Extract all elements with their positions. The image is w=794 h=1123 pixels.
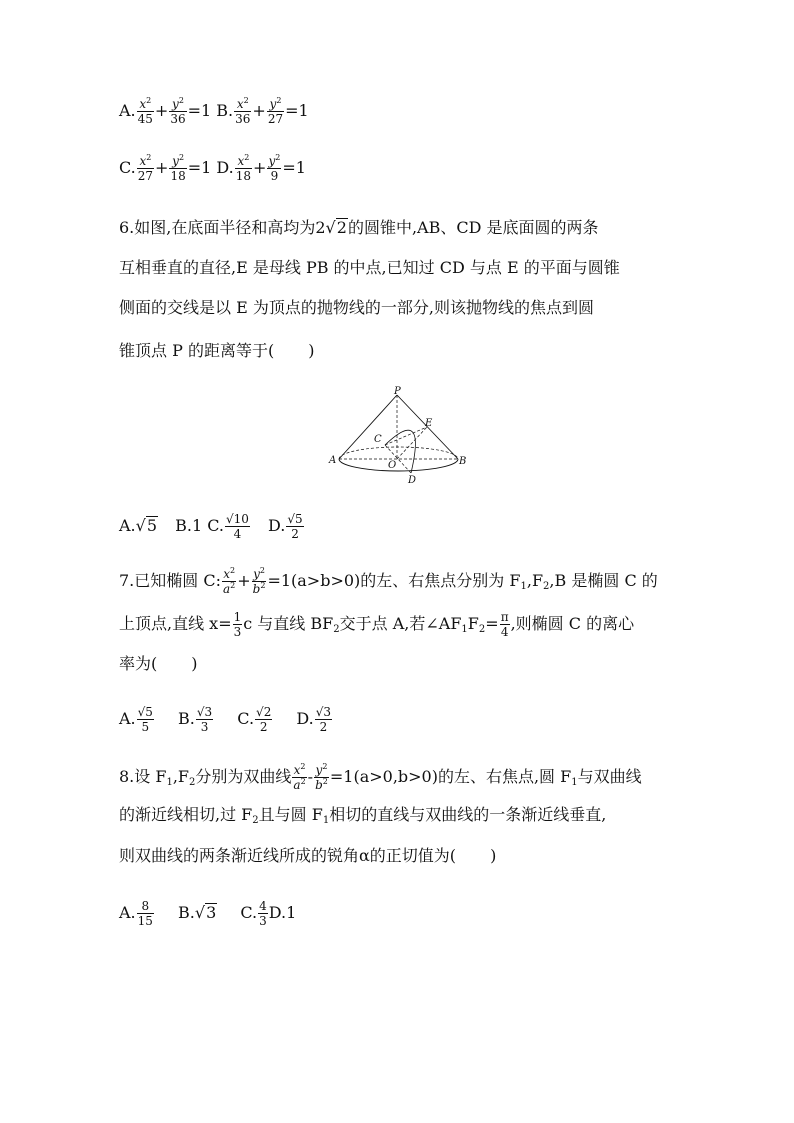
fraction: $\frac{√3}{3}$ — [196, 705, 213, 734]
fraction: $\frac{x^2}{a^2}$ — [223, 566, 236, 596]
fraction: $\frac{√5}{2}$ — [287, 512, 303, 541]
fraction: $\frac{x^2}{36}$ — [235, 96, 251, 126]
fraction: $\frac{y^2}{b^2}$ — [252, 566, 266, 596]
option-a-label: A. — [119, 101, 136, 120]
cone-figure — [327, 385, 469, 487]
radical: √3 — [194, 903, 217, 922]
q7-line-1: 7.已知椭圆 C: $\frac{x^2}{a^2}$ + $\frac{y^2}{b^2}$ =1(a>b>0)的左、右焦点分别为 $F_1,F_2,B$ 是椭圆 C 的 — [119, 566, 658, 596]
q7-line-3: 率为( ) — [119, 654, 198, 673]
fraction: $\frac{x^2}{27}$ — [137, 153, 154, 183]
option-d-label: D. — [216, 158, 234, 177]
fraction: $\frac{y^2}{b^2}$ — [315, 762, 328, 792]
line-ce — [385, 427, 427, 445]
fraction: $\frac{\pi}{4}$ — [500, 610, 509, 639]
q8-line-3: 则双曲线的两条渐近线所成的锐角α的正切值为( ) — [119, 846, 497, 865]
q8-options: A. $\frac{8}{15}$ B.√3 C. $\frac{4}{3}$ D.1 — [119, 899, 297, 928]
fraction: $\frac{y^2}{18}$ — [170, 153, 186, 183]
fraction: $\frac{√5}{5}$ — [137, 705, 153, 734]
fraction: $\frac{√3}{2}$ — [315, 705, 332, 734]
q6-options: A.√5 B.1 C. $\frac{√10}{4}$ D. $\frac{√5}{2}$ — [119, 512, 303, 541]
label-a: A — [329, 455, 337, 466]
label-p: P — [394, 386, 401, 397]
radical: √2 — [325, 218, 347, 237]
q8-line-2: 的渐近线相切,过 $F_2$且与圆 $F_1$相切的直线与双曲线的一条渐近线垂直, — [119, 805, 607, 826]
label-b: B — [459, 456, 467, 467]
fraction: $\frac{x^2}{45}$ — [137, 96, 153, 126]
fraction: $\frac{y^2}{36}$ — [170, 96, 186, 126]
label-o: O — [388, 460, 397, 471]
fraction: $\frac{√2}{2}$ — [256, 705, 272, 734]
fraction: $\frac{y^2}{9}$ — [268, 153, 281, 183]
fraction: $\frac{y^2}{27}$ — [267, 96, 284, 126]
fraction: $\frac{8}{15}$ — [137, 899, 153, 928]
q6-line-3: 侧面的交线是以 E 为顶点的抛物线的一部分,则该抛物线的焦点到圆 — [119, 298, 594, 317]
q6-line-2: 互相垂直的直径,E 是母线 PB 的中点,已知过 CD 与点 E 的平面与圆锥 — [119, 258, 620, 277]
base-front-arc — [339, 459, 458, 471]
fraction: $\frac{1}{3}$ — [233, 610, 242, 639]
q5-options-row-2: C. $\frac{x^2}{27}$ + $\frac{y^2}{18}$ =1 D. $\frac{x^2}{18}$ + $\frac{y^2}{9}$ =1 — [119, 153, 306, 183]
q5-options-row-1: A. $\frac{x^2}{45}$ + $\frac{y^2}{36}$ =1 B. $\frac{x^2}{36}$ + $\frac{y^2}{27}$ =1 — [119, 96, 309, 126]
option-c-label: C. — [119, 158, 136, 177]
radical: √5 — [135, 516, 158, 535]
q6-line-4: 锥顶点 P 的距离等于( ) — [119, 341, 315, 360]
label-c: C — [374, 434, 382, 445]
q6-line-1: 6.如图,在底面半径和高均为2√2的圆锥中,AB、CD 是底面圆的两条 — [119, 218, 599, 237]
fraction: $\frac{4}{3}$ — [259, 899, 267, 928]
cone-side-left — [339, 395, 397, 459]
fraction: $\frac{x^2}{18}$ — [235, 153, 252, 183]
label-d: D — [408, 475, 417, 486]
fraction: $\frac{x^2}{a^2}$ — [293, 762, 306, 792]
q7-line-2: 上顶点,直线 x= $\frac{1}{3}$ c 与直线 $BF_2$交于点 A,若$\angle AF_1F_2=$ $\frac{\pi}{4}$ ,则椭圆 C 的离心 — [119, 610, 635, 639]
option-b-label: B. — [216, 101, 234, 120]
q8-line-1: 8.设 $F_1,F_2$分别为双曲线 $\frac{x^2}{a^2}$ - $\frac{y^2}{b^2}$ =1(a>0,b>0)的左、右焦点,圆 $F_1$与双曲线 — [119, 762, 642, 792]
q7-options: A. $\frac{√5}{5}$ B. $\frac{√3}{3}$ C. $\frac{√2}{2}$ D. $\frac{√3}{2}$ — [119, 705, 332, 734]
label-e: E — [425, 418, 433, 429]
fraction: $\frac{√10}{4}$ — [226, 512, 249, 541]
